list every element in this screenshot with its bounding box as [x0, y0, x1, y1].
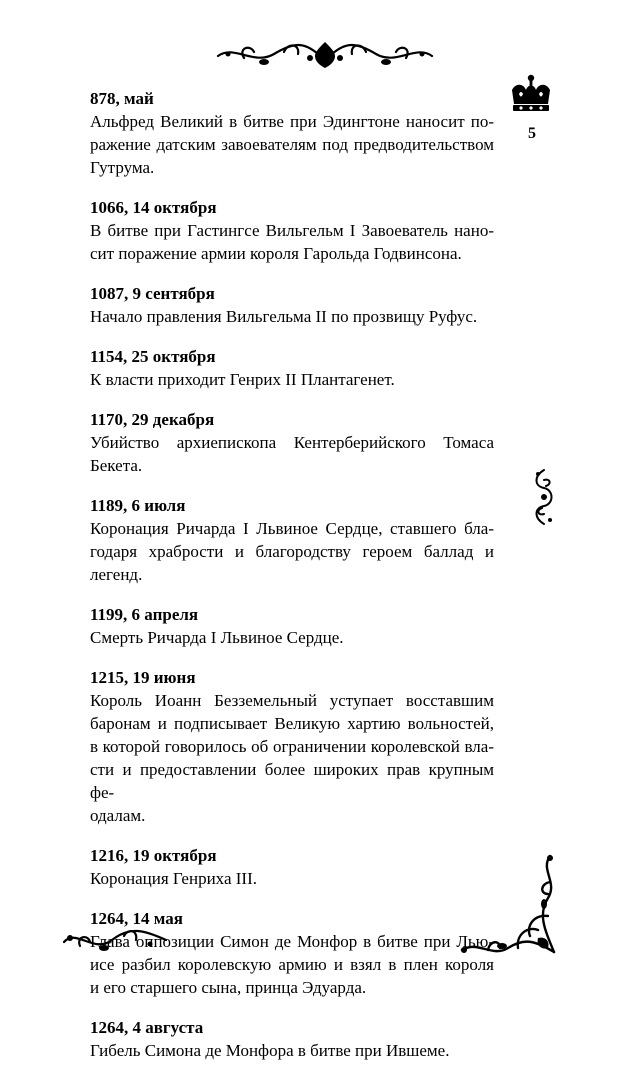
chronology-entry [90, 409, 494, 477]
crown-icon [508, 72, 554, 116]
entry-text-line: Гибель Симона де Монфора в битве при Ившеме. [90, 1041, 450, 1060]
entry-date: 1264, 4 августа [90, 1018, 204, 1037]
page-number: 5 [528, 125, 536, 142]
entry-date: 1264, 14 мая [90, 909, 183, 928]
entry-text-line: Смерть Ричарда I Львиное Сердце. [90, 628, 344, 647]
entry-date: 878, май [90, 89, 154, 108]
chronology-entry [90, 88, 494, 179]
entry-date: 1189, 6 июля [90, 496, 186, 515]
chronology-entry [90, 346, 494, 391]
entry-text-line: и его старшего сына, принца Эдуарда. [90, 978, 367, 997]
entry-date: 1066, 14 октября [90, 198, 217, 217]
entry-text-line: Глава оппозиции Симон де Монфор в битве при Лью- [90, 932, 494, 951]
entry-text-line: сти и предоставлении более широких прав крупным фе- [90, 760, 494, 802]
entry-text [90, 219, 494, 265]
entry-text [90, 867, 494, 890]
entry-text [90, 517, 494, 586]
top-flourish-ornament [214, 36, 436, 72]
entry-text-line: Альфред Великий в битве при Эдингтоне наносит по- [90, 112, 494, 131]
chronology-list [90, 88, 494, 1080]
chronology-entry [90, 845, 494, 890]
entry-text-line: исе разбил королевскую армию и взял в плен короля [90, 955, 494, 974]
entry-text-line: баронам и подписывает Великую хартию вольностей, [90, 714, 494, 733]
entry-text-line: Король Иоанн Безземельный уступает восставшим [90, 691, 494, 710]
entry-text [90, 431, 494, 477]
entry-text [90, 689, 494, 827]
entry-text-line: Убийство архиепископа Кентерберийского Томаса [90, 433, 494, 452]
chronology-entry [90, 908, 494, 999]
entry-date: 1154, 25 октября [90, 347, 216, 366]
entry-date: 1216, 19 октября [90, 846, 217, 865]
side-scroll-ornament [530, 468, 558, 526]
entry-text-line: в которой говорилось об ограничении королевской вла- [90, 737, 494, 756]
entry-date: 1170, 29 декабря [90, 410, 215, 429]
entry-text [90, 368, 494, 391]
entry-text-line: ражение датским завоевателям под предводительством [90, 135, 494, 154]
entry-text-line: Коронация Ричарда I Львиное Сердце, ставшего бла- [90, 519, 494, 538]
entry-text [90, 626, 494, 649]
chronology-entry [90, 283, 494, 328]
entry-text-line: одалам. [90, 806, 146, 825]
entry-text [90, 110, 494, 179]
entry-text-line: Коронация Генриха III. [90, 869, 257, 888]
entry-date: 1215, 19 июня [90, 668, 196, 687]
entry-text-line: Начало правления Вильгельма II по прозвищу Руфус. [90, 307, 478, 326]
chronology-entry [90, 495, 494, 586]
entry-text-line: Гутрума. [90, 158, 155, 177]
entry-text-line: годаря храбрости и благородству героем баллад и легенд. [90, 542, 494, 584]
entry-text [90, 305, 494, 328]
entry-text-line: В битве при Гастингсе Вильгельм I Завоеватель нано- [90, 221, 494, 240]
chronology-entry [90, 197, 494, 265]
entry-text-line: Бекета. [90, 456, 143, 475]
entry-text [90, 930, 494, 999]
entry-text [90, 1039, 494, 1062]
entry-date: 1087, 9 сентября [90, 284, 215, 303]
entry-text-line: К власти приходит Генрих II Плантагенет. [90, 370, 395, 389]
chronology-entry [90, 667, 494, 827]
entry-date: 1199, 6 апреля [90, 605, 199, 624]
chronology-entry [90, 604, 494, 649]
entry-text-line: сит поражение армии короля Гарольда Годвинсона. [90, 244, 462, 263]
chronology-entry [90, 1017, 494, 1062]
